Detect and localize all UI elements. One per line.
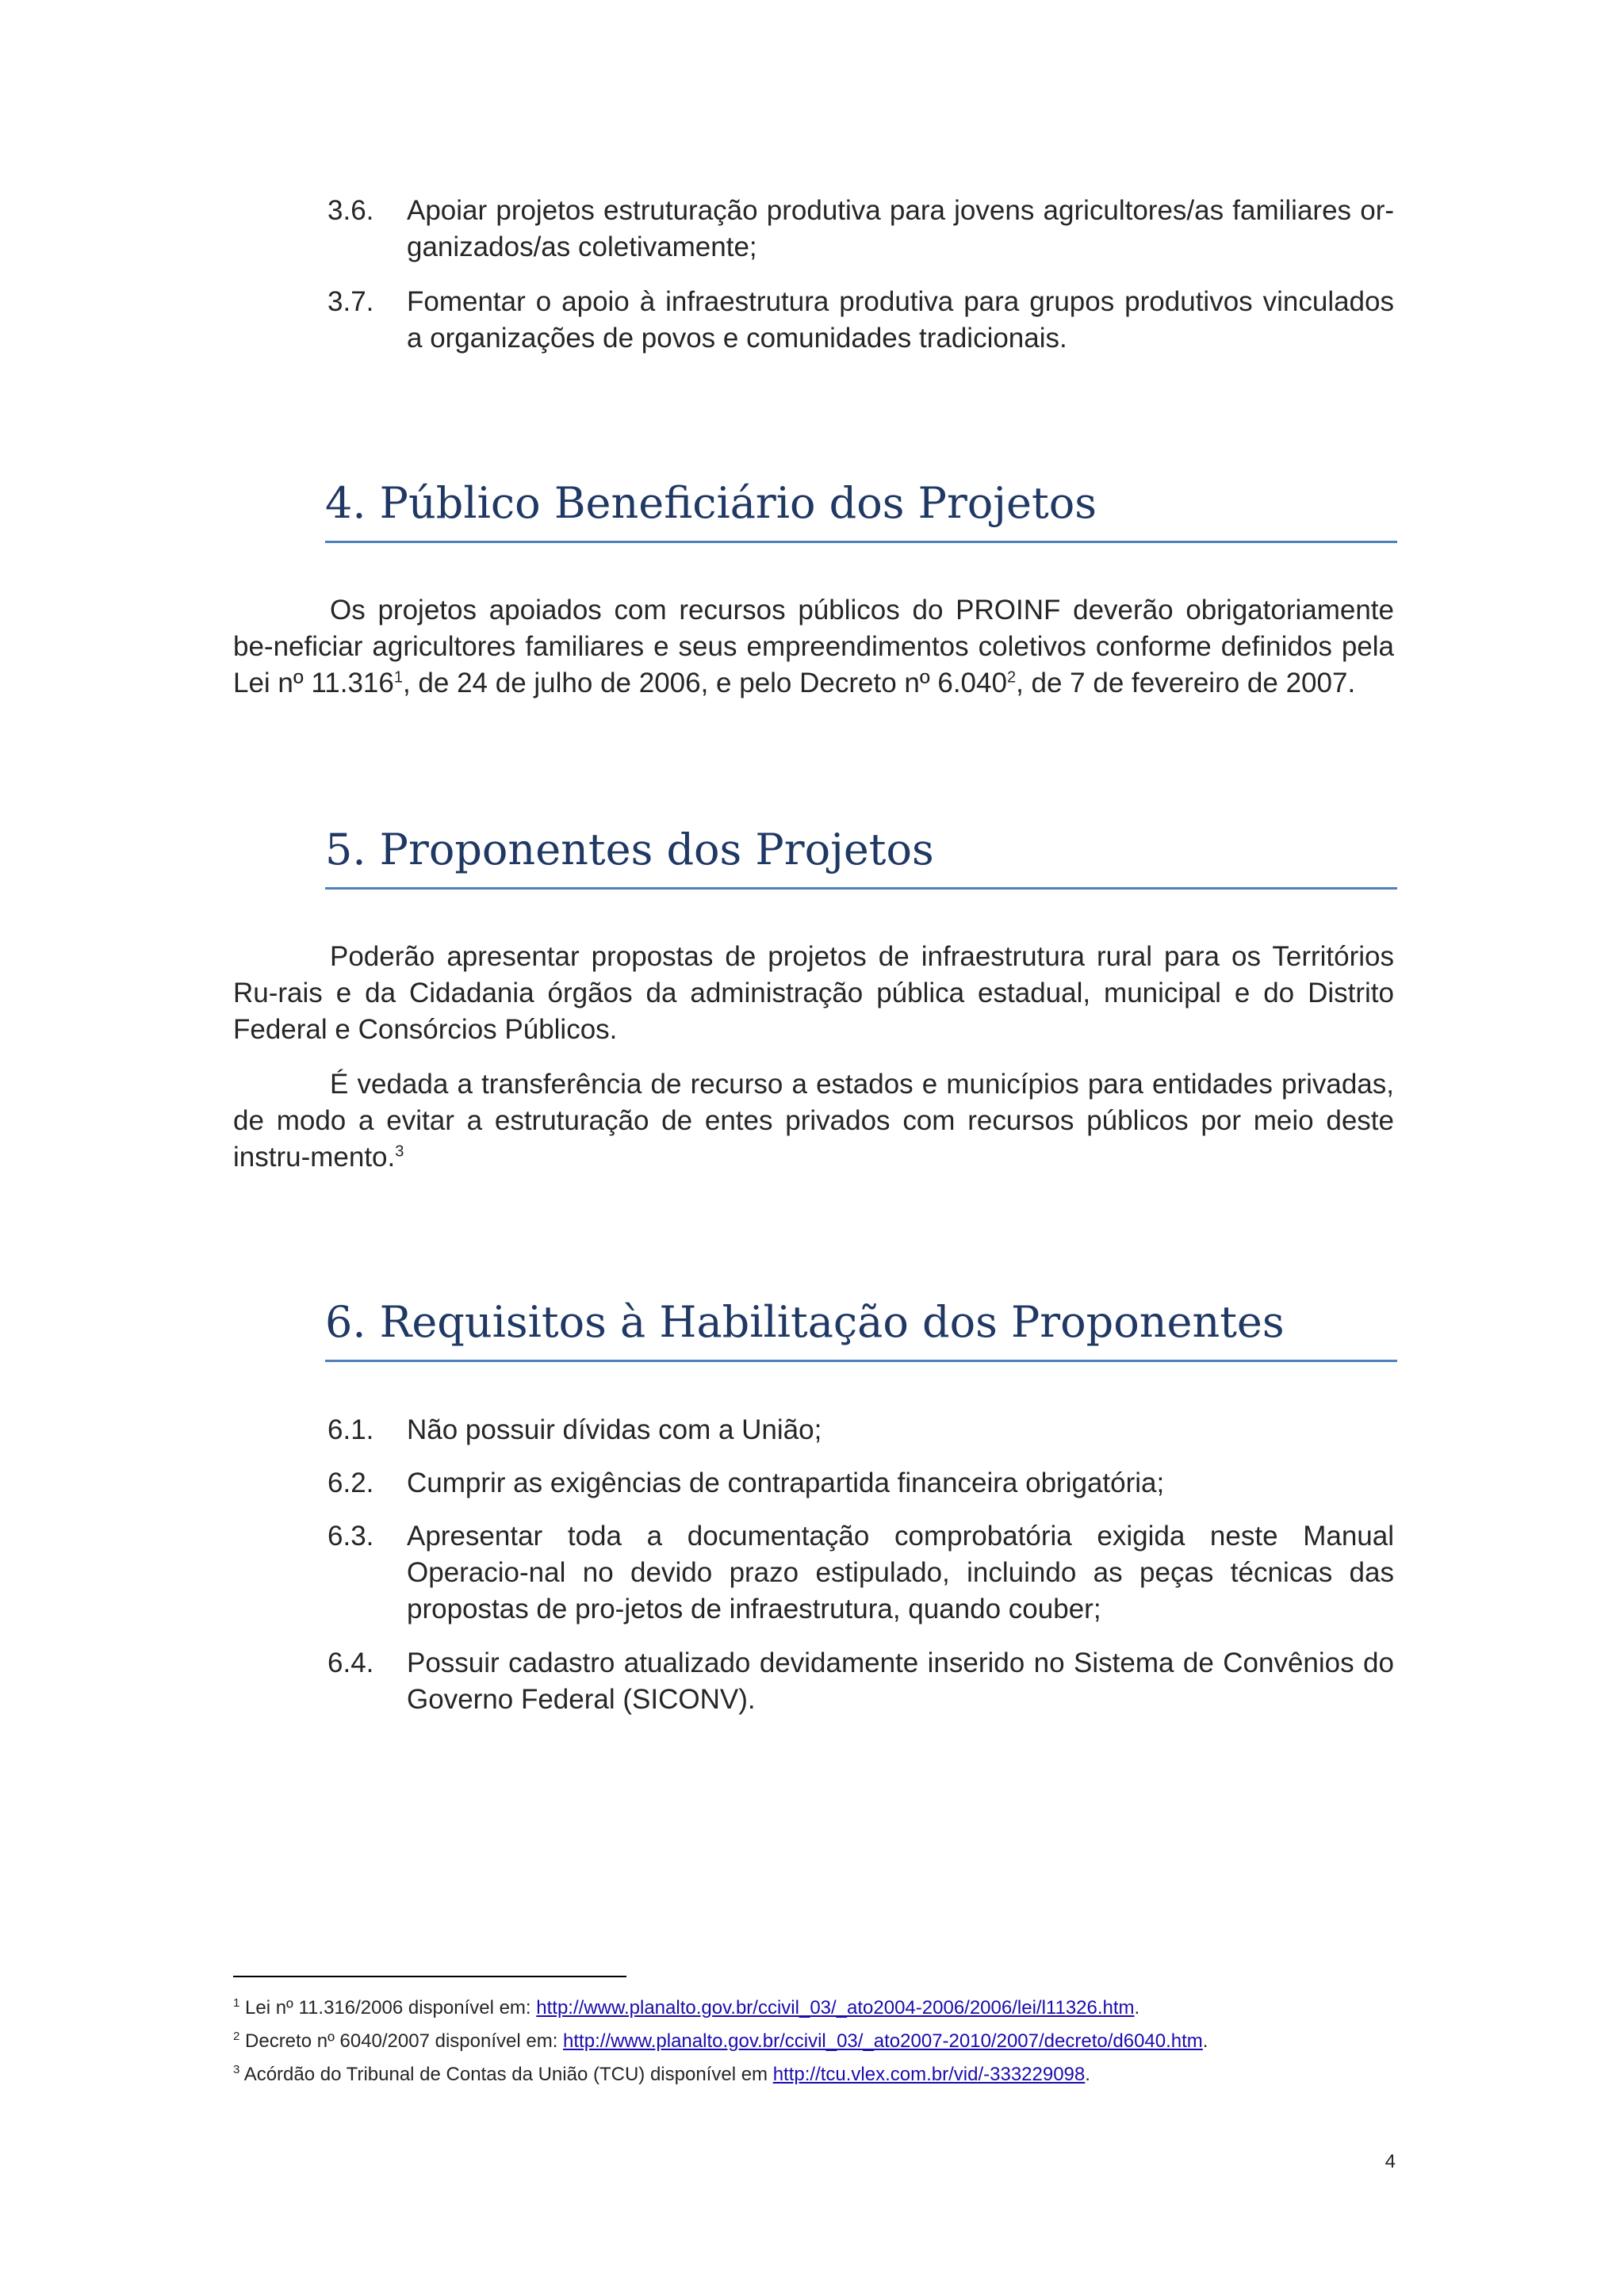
list-item-text: Apresentar toda a documentação comprobatória exigida neste Manual Operacio-nal no devido prazo estipulado, incluindo as peças técnicas das propostas de pro-jetos de infraestrutura, quando couber; bbox=[407, 1521, 1394, 1624]
footnote-end: . bbox=[1085, 2064, 1090, 2085]
footnote bbox=[233, 1996, 1423, 2020]
footnote bbox=[233, 2063, 1423, 2087]
page-number: 4 bbox=[1385, 2151, 1396, 2172]
list-item-number: 3.7. bbox=[327, 286, 374, 317]
footnote-mark: 2 bbox=[233, 2030, 240, 2043]
paragraph-text: , de 24 de julho de 2006, e pelo Decreto nº 6.040 bbox=[402, 668, 1007, 698]
heading-divider bbox=[325, 541, 1397, 543]
list-item-text: Cumprir as exigências de contrapartida financeira obrigatória; bbox=[407, 1468, 1165, 1498]
heading-divider bbox=[325, 1360, 1397, 1362]
footnote-reference[interactable]: 1 bbox=[393, 668, 403, 687]
footnote-reference[interactable]: 3 bbox=[395, 1142, 404, 1161]
section-heading: 5. Proponentes dos Projetos bbox=[325, 825, 934, 874]
heading-divider bbox=[325, 887, 1397, 890]
footnote-link[interactable]: http://www.planalto.gov.br/ccivil_03/_ato2007-2010/2007/decreto/d6040.htm bbox=[563, 2030, 1203, 2052]
paragraph-text: , de 7 de fevereiro de 2007. bbox=[1016, 668, 1356, 698]
list-item-text: Não possuir dívidas com a União; bbox=[407, 1414, 822, 1445]
footnote-end: . bbox=[1202, 2030, 1208, 2052]
footnote-mark: 3 bbox=[233, 2063, 240, 2076]
footnote-end: . bbox=[1134, 1997, 1140, 2019]
footnote-text: Decreto nº 6040/2007 disponível em: bbox=[239, 2030, 564, 2052]
list-item-text: Possuir cadastro atualizado devidamente inserido no Sistema de Convênios do Governo Federal (SICONV). bbox=[407, 1647, 1394, 1715]
list-item-number: 6.1. bbox=[327, 1414, 374, 1445]
footnote-reference[interactable]: 2 bbox=[1006, 668, 1017, 687]
footnote-text: Acórdão do Tribunal de Contas da União (TCU) disponível em bbox=[239, 2064, 773, 2085]
footnote-text: Lei nº 11.316/2006 disponível em: bbox=[239, 1997, 537, 2019]
body-paragraph bbox=[233, 1066, 1394, 1176]
section-heading: 6. Requisitos à Habilitação dos Proponentes bbox=[325, 1297, 1285, 1347]
footnote-separator bbox=[233, 1976, 626, 1977]
list-item-number: 6.3. bbox=[327, 1521, 374, 1552]
list-item-number: 6.4. bbox=[327, 1647, 374, 1678]
section-heading: 4. Público Beneficiário dos Projetos bbox=[325, 478, 1097, 528]
body-paragraph bbox=[233, 592, 1394, 702]
footnote-link[interactable]: http://tcu.vlex.com.br/vid/-333229098 bbox=[772, 2064, 1086, 2085]
list-item-text: Apoiar projetos estruturação produtiva para jovens agricultores/as familiares or-ganizados/as coletivamente; bbox=[407, 195, 1394, 262]
list-item-number: 3.6. bbox=[327, 195, 374, 226]
footnote bbox=[233, 2030, 1423, 2053]
list-item-number: 6.2. bbox=[327, 1468, 374, 1498]
footnote-link[interactable]: http://www.planalto.gov.br/ccivil_03/_ato2004-2006/2006/lei/l11326.htm bbox=[536, 1997, 1135, 2019]
paragraph-text: É vedada a transferência de recurso a estados e municípios para entidades privadas, de modo a evitar a estruturação de entes privados com recursos públicos por meio deste instru-mento. bbox=[233, 1069, 1394, 1173]
footnote-mark: 1 bbox=[233, 1996, 240, 2010]
list-item-text: Fomentar o apoio à infraestrutura produtiva para grupos produtivos vinculados a organizações de povos e comunidades tradicionais. bbox=[407, 286, 1394, 354]
body-paragraph: Poderão apresentar propostas de projetos de infraestrutura rural para os Territórios Ru-rais e da Cidadania órgãos da administração pública estadual, municipal e do Distrito Federal e Consórcios Públicos. bbox=[233, 941, 1394, 1045]
paragraph-text: Os projetos apoiados com recursos públicos do PROINF deverão obrigatoriamente be-neficiar agricultores familiares e seus empreendimentos coletivos conforme definidos pela Lei nº 11.316 bbox=[233, 595, 1394, 698]
